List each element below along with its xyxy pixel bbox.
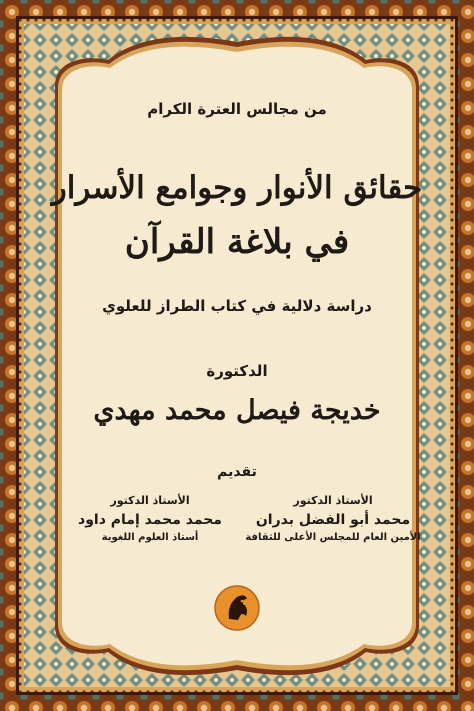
presenter-left-role: أستاذ العلوم اللغوية	[101, 532, 199, 543]
author-name: خديجة فيصل محمد مهدي	[93, 395, 381, 426]
presenter-right-label: الأستاذ الدكتور	[293, 494, 373, 507]
book-title-line-1: حقائق الأنوار وجوامع الأسرار	[51, 170, 423, 206]
series-title: من مجالس العترة الكرام	[147, 100, 327, 118]
publisher-logo-icon	[214, 585, 260, 631]
book-title-line-2: في بلاغة القرآن	[124, 222, 350, 262]
author-label: الدكتورة	[206, 362, 268, 380]
presenter-right-role: الأمين العام للمجلس الأعلى للثقافة	[245, 532, 421, 543]
presenter-left	[55, 494, 245, 543]
introduction-label: تقديم	[217, 464, 257, 480]
presenter-right	[238, 494, 428, 543]
presenter-left-label: الأستاذ الدكتور	[110, 494, 190, 507]
presenter-right-name: محمد أبو الفضل بدران	[255, 512, 411, 528]
book-subtitle: دراسة دلالية في كتاب الطراز للعلوي	[102, 297, 372, 315]
presenter-left-name: محمد محمد إمام داود	[78, 512, 222, 528]
